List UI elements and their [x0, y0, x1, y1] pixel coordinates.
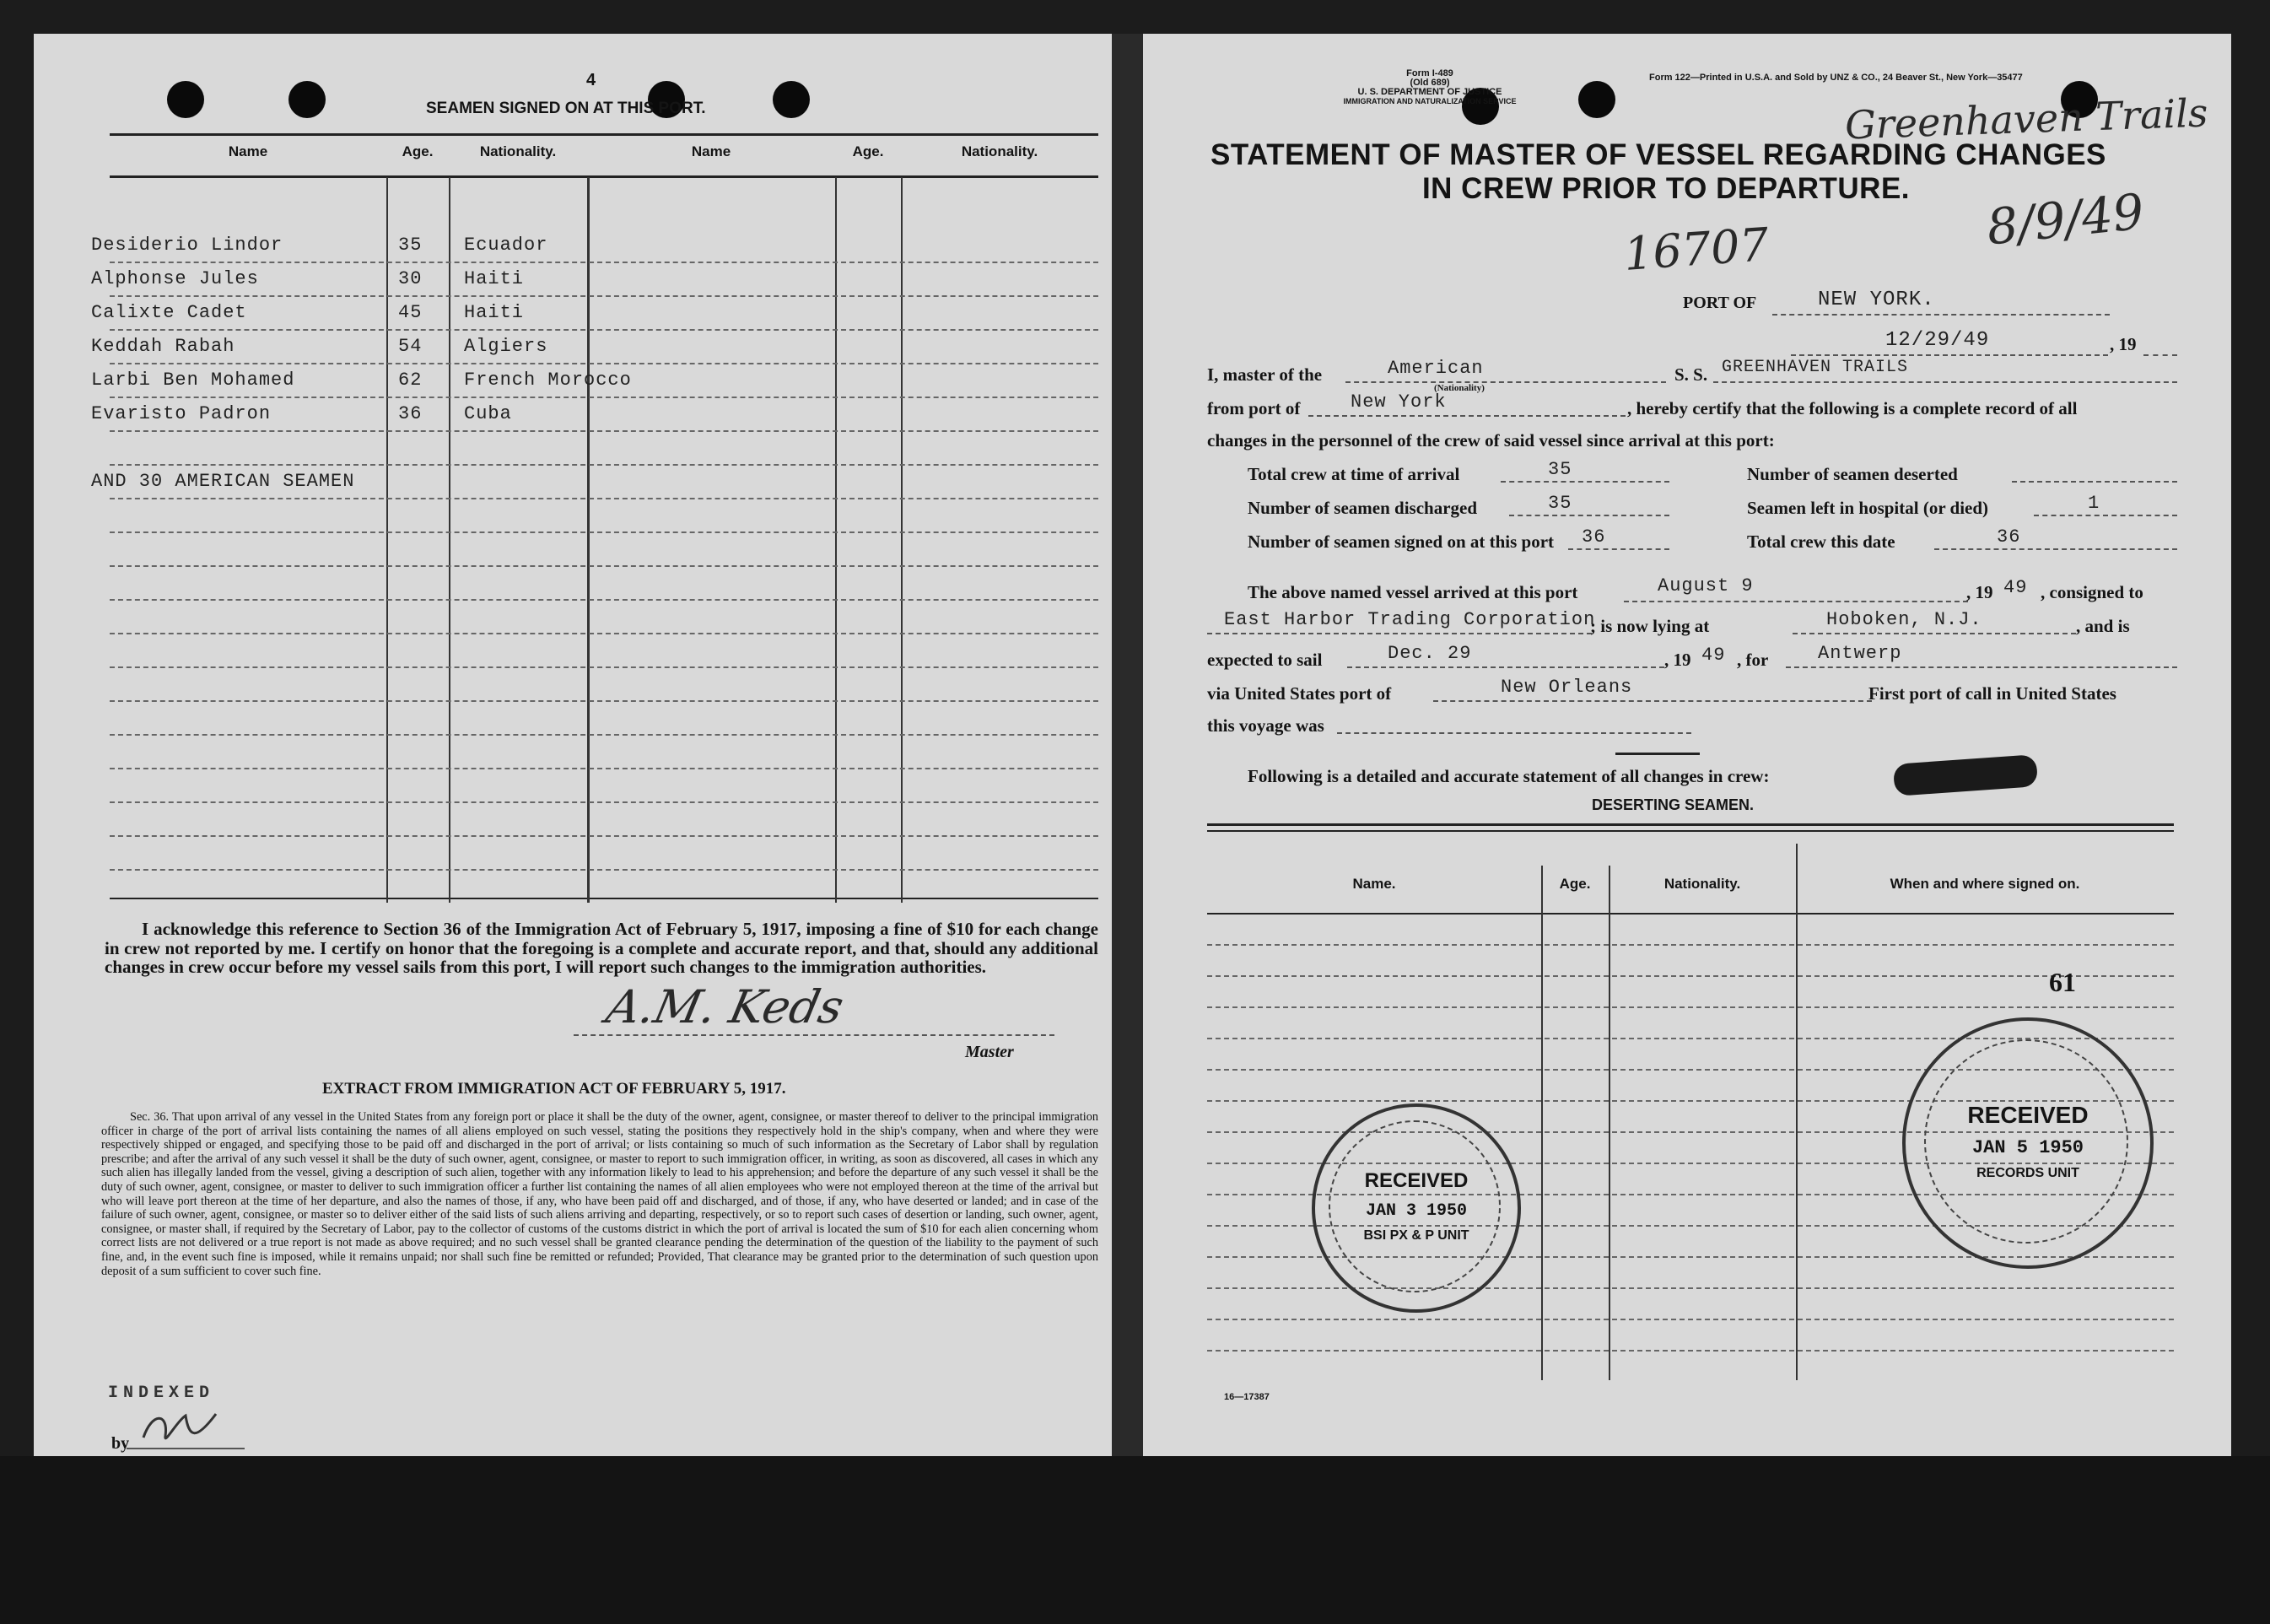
- deserted-label: Number of seamen deserted: [1747, 464, 1958, 484]
- sheet-number: 61: [2049, 967, 2076, 997]
- total-arrival-label: Total crew at time of arrival: [1248, 464, 1460, 484]
- stamp-received: RECEIVED: [1967, 1102, 2089, 1128]
- arrived-line: [1624, 601, 1968, 602]
- handwritten-date: 8/9/49: [1983, 182, 2147, 256]
- crew-name: Alphonse Jules: [91, 268, 259, 289]
- hospital-value: 1: [2088, 493, 2100, 514]
- from-port-value: New York: [1351, 391, 1447, 413]
- punch-hole: [288, 81, 326, 118]
- total-arrival-line: [1501, 481, 1669, 483]
- initials-signature: [135, 1404, 236, 1451]
- table-rule: [110, 175, 1098, 178]
- hospital-line: [2034, 515, 2177, 516]
- column-header-name: Name: [228, 143, 268, 159]
- via-line: [1433, 700, 1872, 702]
- signed-line: [1568, 548, 1669, 550]
- crew-nationality: Algiers: [464, 336, 548, 357]
- table-row: [110, 599, 1098, 634]
- table-row: [110, 801, 1098, 837]
- printer-note: Form 122—Printed in U.S.A. and Sold by UNZ & CO., 24 Beaver St., New York—35477: [1649, 73, 2023, 83]
- column-header-name: Name: [691, 143, 731, 159]
- master-of-label: I, master of the: [1207, 364, 1323, 385]
- table-row: [110, 768, 1098, 803]
- from-port-label: from port of: [1207, 398, 1301, 418]
- table-row: [110, 498, 1098, 533]
- lying-label: ; is now lying at: [1590, 616, 1710, 636]
- table-row: [91, 363, 1098, 398]
- deserting-title: DESERTING SEAMEN.: [1592, 796, 1755, 813]
- page-gutter: [1112, 34, 1143, 1456]
- changes-text: changes in the personnel of the crew of said vessel since arrival at this port:: [1207, 430, 1775, 451]
- crew-nationality: Haiti: [464, 302, 525, 323]
- following-label: Following is a detailed and accurate statement of all changes in crew:: [1248, 766, 1770, 786]
- table-row: [110, 835, 1098, 871]
- left-page: [34, 34, 1112, 1456]
- title-line-2: IN CREW PRIOR TO DEPARTURE.: [1421, 172, 1911, 205]
- signed-on-table: [91, 133, 1098, 903]
- port-label: PORT OF: [1683, 294, 1757, 312]
- total-arrival-value: 35: [1548, 459, 1572, 480]
- total-date-label: Total crew this date: [1747, 531, 1895, 552]
- for-label: , for: [1737, 650, 1769, 670]
- nationality-line: [1345, 381, 1666, 383]
- crew-age: 30: [398, 268, 423, 289]
- sail-line: [1347, 666, 1664, 668]
- table-row: [1207, 913, 2174, 946]
- first-port-label: First port of call in United States: [1868, 683, 2116, 704]
- stamp-date: JAN 5 1950: [1971, 1137, 2084, 1158]
- crew-age: 62: [398, 370, 423, 391]
- punch-hole: [167, 81, 204, 118]
- total-date-line: [1934, 548, 2177, 550]
- crew-nationality: Ecuador: [464, 235, 548, 256]
- right-page: [1143, 34, 2231, 1456]
- column-header-name: Name.: [1352, 876, 1396, 892]
- discharged-value: 35: [1548, 493, 1572, 514]
- scan-border: [0, 1456, 2270, 1624]
- vessel-name: GREENHAVEN TRAILS: [1722, 358, 1909, 377]
- handwritten-vessel-name: Greenhaven Trails: [1844, 89, 2209, 148]
- nationality-caption: (Nationality): [1434, 383, 1485, 393]
- service-name: IMMIGRATION AND NATURALIZATION SERVICE: [1343, 97, 1517, 105]
- table-rule: [1207, 823, 2174, 826]
- consignee-value: East Harbor Trading Corporation: [1224, 609, 1596, 630]
- via-value: New Orleans: [1501, 677, 1633, 698]
- column-header-age: Age.: [1559, 876, 1591, 892]
- total-date-value: 36: [1997, 526, 2021, 548]
- stamp-received: RECEIVED: [1364, 1169, 1469, 1192]
- table-rule: [110, 133, 1098, 136]
- crew-nationality: Cuba: [464, 403, 512, 424]
- from-port-line: [1308, 415, 1626, 417]
- american-seamen-note: AND 30 AMERICAN SEAMEN: [91, 471, 355, 492]
- section-title: SEAMEN SIGNED ON AT THIS PORT.: [426, 100, 706, 117]
- year-prefix: , 19: [2110, 334, 2137, 354]
- extract-title: EXTRACT FROM IMMIGRATION ACT OF FEBRUARY 5, 1917.: [322, 1080, 786, 1098]
- separator: [1615, 753, 1700, 755]
- arrived-label: The above named vessel arrived at this port: [1248, 582, 1578, 602]
- table-row: [110, 666, 1098, 702]
- deserted-line: [2012, 481, 2177, 483]
- column-header-age: Age.: [852, 143, 884, 159]
- stamp-date: JAN 3 1950: [1365, 1201, 1468, 1221]
- table-row: [91, 228, 1098, 263]
- port-line: [1772, 314, 2110, 316]
- via-label: via United States port of: [1207, 683, 1392, 704]
- department-name: U. S. DEPARTMENT OF JUSTICE: [1357, 87, 1502, 97]
- discharged-line: [1509, 515, 1669, 516]
- date-value: 12/29/49: [1885, 329, 1990, 352]
- column-header-nationality: Nationality.: [961, 143, 1038, 159]
- stamp-unit: RECORDS UNIT: [1976, 1166, 2079, 1180]
- arrived-value: August 9: [1658, 575, 1754, 596]
- sail-value: Dec. 29: [1388, 643, 1472, 664]
- table-row: [91, 464, 1098, 499]
- form-header: [1308, 69, 1552, 106]
- crew-name: Larbi Ben Mohamed: [91, 370, 295, 391]
- table-row: [1207, 975, 2174, 1008]
- signed-label: Number of seamen signed on at this port: [1248, 531, 1555, 552]
- table-row: [91, 329, 1098, 364]
- footer-code: 16—17387: [1224, 1392, 1270, 1402]
- acknowledgement-text: I acknowledge this reference to Section 36 of the Immigration Act of February 5, 1917, imposing a fine of $10 for each change in crew not reported by me. I certify on honor that the foregoing is a complete and accurate report, and that, should any additional changes in crew occur before my vessel sails from this port, I will report such changes to the immigration authorities.: [105, 919, 1098, 977]
- discharged-label: Number of seamen discharged: [1248, 498, 1478, 518]
- title-line-1: STATEMENT OF MASTER OF VESSEL REGARDING CHANGES: [1210, 138, 2106, 171]
- signature-line: [574, 1034, 1054, 1036]
- received-stamp: [1312, 1103, 1521, 1313]
- column-header-age: Age.: [402, 143, 434, 159]
- by-label: by: [111, 1434, 130, 1453]
- and-is-label: , and is: [2076, 616, 2130, 636]
- consignee-line: [1207, 633, 1592, 634]
- crew-nationality: French Morocco: [464, 370, 632, 391]
- vessel-line: [1713, 381, 2177, 383]
- table-row: [1207, 1287, 2174, 1320]
- indexed-stamp: INDEXED: [108, 1384, 215, 1403]
- scribbled-out-number: [1893, 754, 2038, 796]
- voyage-line: [1337, 732, 1691, 734]
- crew-name: Desiderio Lindor: [91, 235, 283, 256]
- stamp-unit: BSI PX & P UNIT: [1363, 1228, 1469, 1243]
- master-label: Master: [965, 1043, 1014, 1061]
- year-line: [2143, 354, 2177, 356]
- date-line: [1791, 354, 2108, 356]
- sail-label: expected to sail: [1207, 650, 1323, 670]
- table-rule: [110, 898, 1098, 899]
- crew-name: Keddah Rabah: [91, 336, 235, 357]
- table-row: [110, 700, 1098, 736]
- table-row: [110, 430, 1098, 466]
- table-row: [1207, 1319, 2174, 1352]
- crew-nationality: Haiti: [464, 268, 525, 289]
- arrived-year-label: , 19: [1966, 582, 1993, 602]
- column-header-signed-on: When and where signed on.: [1890, 876, 2080, 892]
- master-signature: A.M. Keds: [601, 980, 849, 1033]
- column-header-nationality: Nationality.: [479, 143, 557, 159]
- received-stamp: [1902, 1017, 2154, 1269]
- arrived-year-value: 49: [2003, 577, 2028, 598]
- table-row: [91, 295, 1098, 331]
- table-rule: [1207, 830, 2174, 832]
- form-number: Form I-489: [1406, 68, 1453, 78]
- port-value: NEW YORK.: [1818, 289, 1935, 311]
- crew-name: Calixte Cadet: [91, 302, 247, 323]
- extract-text: Sec. 36. That upon arrival of any vessel in the United States from any foreign port or place it shall be the duty of the owner, agent, consignee, or master thereof to deliver to the principal immigration officer in charge of the port of arrival lists containing the names of all aliens employed on such vessel, stating the positions they respectively hold in the ship's company, when and where they were respectively shipped or engaged, and specifying those to be paid off and discharged in the port of arrival; or lists containing so much of such information as the Secretary of Labor shall by regulation prescribe; and after the arrival of any such vessel it shall be the duty of such owner, agent, consignee, or master to report to such immigration officer, in writing, as soon as discovered, all cases in which any such alien has illegally landed from the vessel, giving a description of such alien, together with any information likely to lead to his apprehension; and before the departure of any such vessel it shall be the duty of such owner, agent, consignee, or master to deliver to such immigration officer a further list containing the names of all alien employees who were not employed thereon at the time of the arrival but who will leave port thereon at the time of her departure, and also the names of those, if any, who have been paid off and discharged, and of those, if any, who have deserted or landed; and in case of the failure of such owner, agent, consignee, or master so to deliver either of the said lists of such aliens arriving and departing, respectively, or so to report such cases of desertion or landing, such owner, agent, consignee, or master shall, if required by the Secretary of Labor, pay to the collector of customs of the customs district in which the port of arrival is located the sum of $10 for each alien concerning whom correct lists are not delivered or a true report is not made as above required; and no such vessel shall be granted clearance pending the determination of the question of the liability to the payment of such fine, and, in the event such fine is imposed, while it remains unpaid; nor shall such fine be remitted or refunded; Provided, That clearance may be granted prior to the determination of such question upon deposit of a sum sufficient to cover such fine.: [101, 1110, 1098, 1278]
- nationality-value: American: [1388, 358, 1484, 379]
- column-header-nationality: Nationality.: [1663, 876, 1741, 892]
- table-row: [110, 531, 1098, 567]
- lying-line: [1793, 633, 2076, 634]
- table-row: [110, 633, 1098, 668]
- crew-age: 36: [398, 403, 423, 424]
- for-line: [1786, 666, 2177, 668]
- voyage-label: this voyage was: [1207, 715, 1324, 736]
- sail-year-value: 49: [1701, 645, 1726, 666]
- table-row: [1207, 944, 2174, 977]
- table-row: [91, 262, 1098, 297]
- by-line: [127, 1448, 245, 1449]
- form-title: [1210, 138, 2172, 206]
- punch-hole: [1578, 81, 1615, 118]
- crew-name: Evaristo Padron: [91, 403, 272, 424]
- ss-label: S. S.: [1674, 364, 1708, 385]
- table-row: [110, 565, 1098, 601]
- crew-age: 54: [398, 336, 423, 357]
- lying-value: Hoboken, N.J.: [1826, 609, 1982, 630]
- table-row: [91, 397, 1098, 432]
- certify-text: , hereby certify that the following is a complete record of all: [1627, 398, 2078, 418]
- table-row: [110, 734, 1098, 769]
- crew-age: 35: [398, 235, 423, 256]
- crew-age: 45: [398, 302, 423, 323]
- for-value: Antwerp: [1818, 643, 1902, 664]
- signed-value: 36: [1582, 526, 1606, 548]
- sail-year-label: , 19: [1664, 650, 1691, 670]
- punch-hole: [773, 81, 810, 118]
- consigned-label: , consigned to: [2041, 582, 2143, 602]
- form-old-number: (Old 689): [1410, 78, 1450, 88]
- file-number: 16707: [1622, 218, 1771, 281]
- hospital-label: Seamen left in hospital (or died): [1747, 498, 1989, 518]
- page-number: 4: [586, 71, 596, 89]
